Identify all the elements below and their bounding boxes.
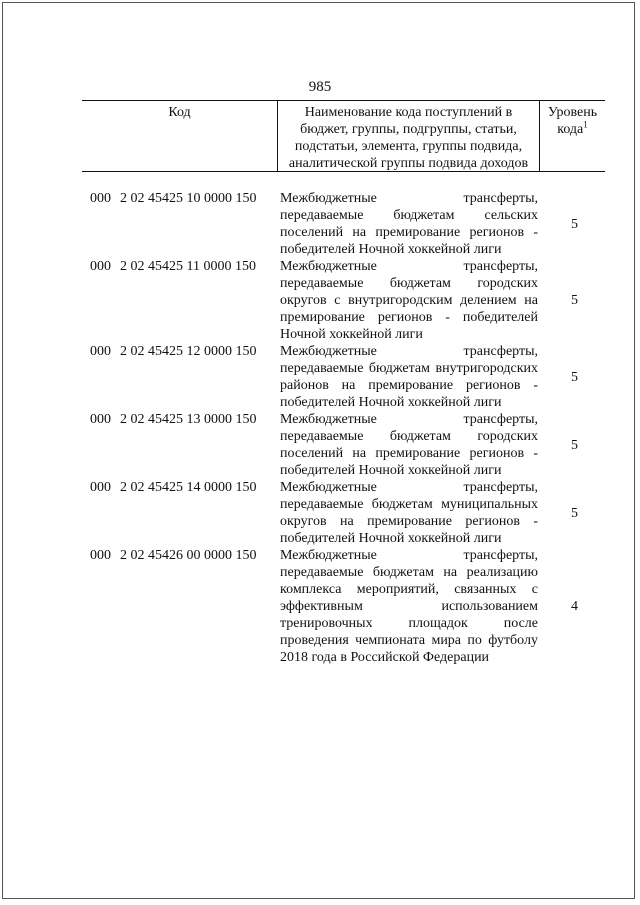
- row-name: Межбюджетные трансферты, передаваемые бюджетам городских поселений на премирование регионов - победителей Ночной хоккейной лиги: [280, 412, 538, 478]
- row-name: Межбюджетные трансферты, передаваемые бюджетам внутригородских районов на премирование регионов - победителей Ночной хоккейной лиги: [280, 344, 538, 410]
- row-level: 5: [571, 369, 578, 385]
- row-code: 2 02 45426 00 0000 150: [120, 548, 257, 563]
- row-code: 2 02 45425 12 0000 150: [120, 344, 257, 359]
- row-prefix: 000: [90, 480, 111, 495]
- row-code: 2 02 45425 11 0000 150: [120, 259, 256, 274]
- page-number: 985: [308, 79, 332, 95]
- row-name: Межбюджетные трансферты, передаваемые бюджетам сельских поселений на премирование регионов - победителей Ночной хоккейной лиги: [280, 191, 538, 257]
- table-row: [82, 479, 605, 547]
- header-name: Наименование кода поступлений в бюджет, группы, подгруппы, статьи, подстатьи, элемента, группы подвида, аналитической группы подвида доходов: [278, 101, 540, 171]
- header-level: [540, 101, 605, 171]
- row-level: 5: [571, 216, 578, 232]
- table-body: [82, 190, 605, 666]
- table-row: [82, 343, 605, 411]
- header-level-label: Уровень кода: [547, 105, 598, 137]
- row-name: Межбюджетные трансферты, передаваемые бюджетам городских округов с внутригородским делением на премирование регионов - победителей Ночной хоккейной лиги: [280, 259, 538, 342]
- row-level: 5: [571, 505, 578, 521]
- table-row: [82, 547, 605, 666]
- row-level: 5: [571, 437, 578, 453]
- table-row: [82, 258, 605, 343]
- row-level: 4: [571, 599, 578, 614]
- table-row: [82, 190, 605, 258]
- row-prefix: 000: [90, 548, 111, 563]
- row-name: Межбюджетные трансферты, передаваемые бюджетам на реализацию комплекса мероприятий, связанных с эффективным использованием тренировочных площадок после проведения чемпионата мира по футболу 2018 года в Российской Федерации: [280, 548, 538, 665]
- row-code: 2 02 45425 13 0000 150: [120, 412, 257, 427]
- row-prefix: 000: [90, 344, 111, 359]
- row-name: Межбюджетные трансферты, передаваемые бюджетам муниципальных округов на премирование регионов - победителей Ночной хоккейной лиги: [280, 480, 538, 546]
- row-prefix: 000: [90, 259, 111, 274]
- table-header: [82, 100, 605, 172]
- header-level-footnote: 1: [583, 119, 588, 130]
- row-prefix: 000: [90, 412, 111, 427]
- row-code: 2 02 45425 14 0000 150: [120, 480, 257, 495]
- table-row: [82, 411, 605, 479]
- row-level: 5: [571, 293, 578, 308]
- row-code: 2 02 45425 10 0000 150: [120, 191, 257, 206]
- header-code: Код: [82, 101, 278, 171]
- row-prefix: 000: [90, 191, 111, 206]
